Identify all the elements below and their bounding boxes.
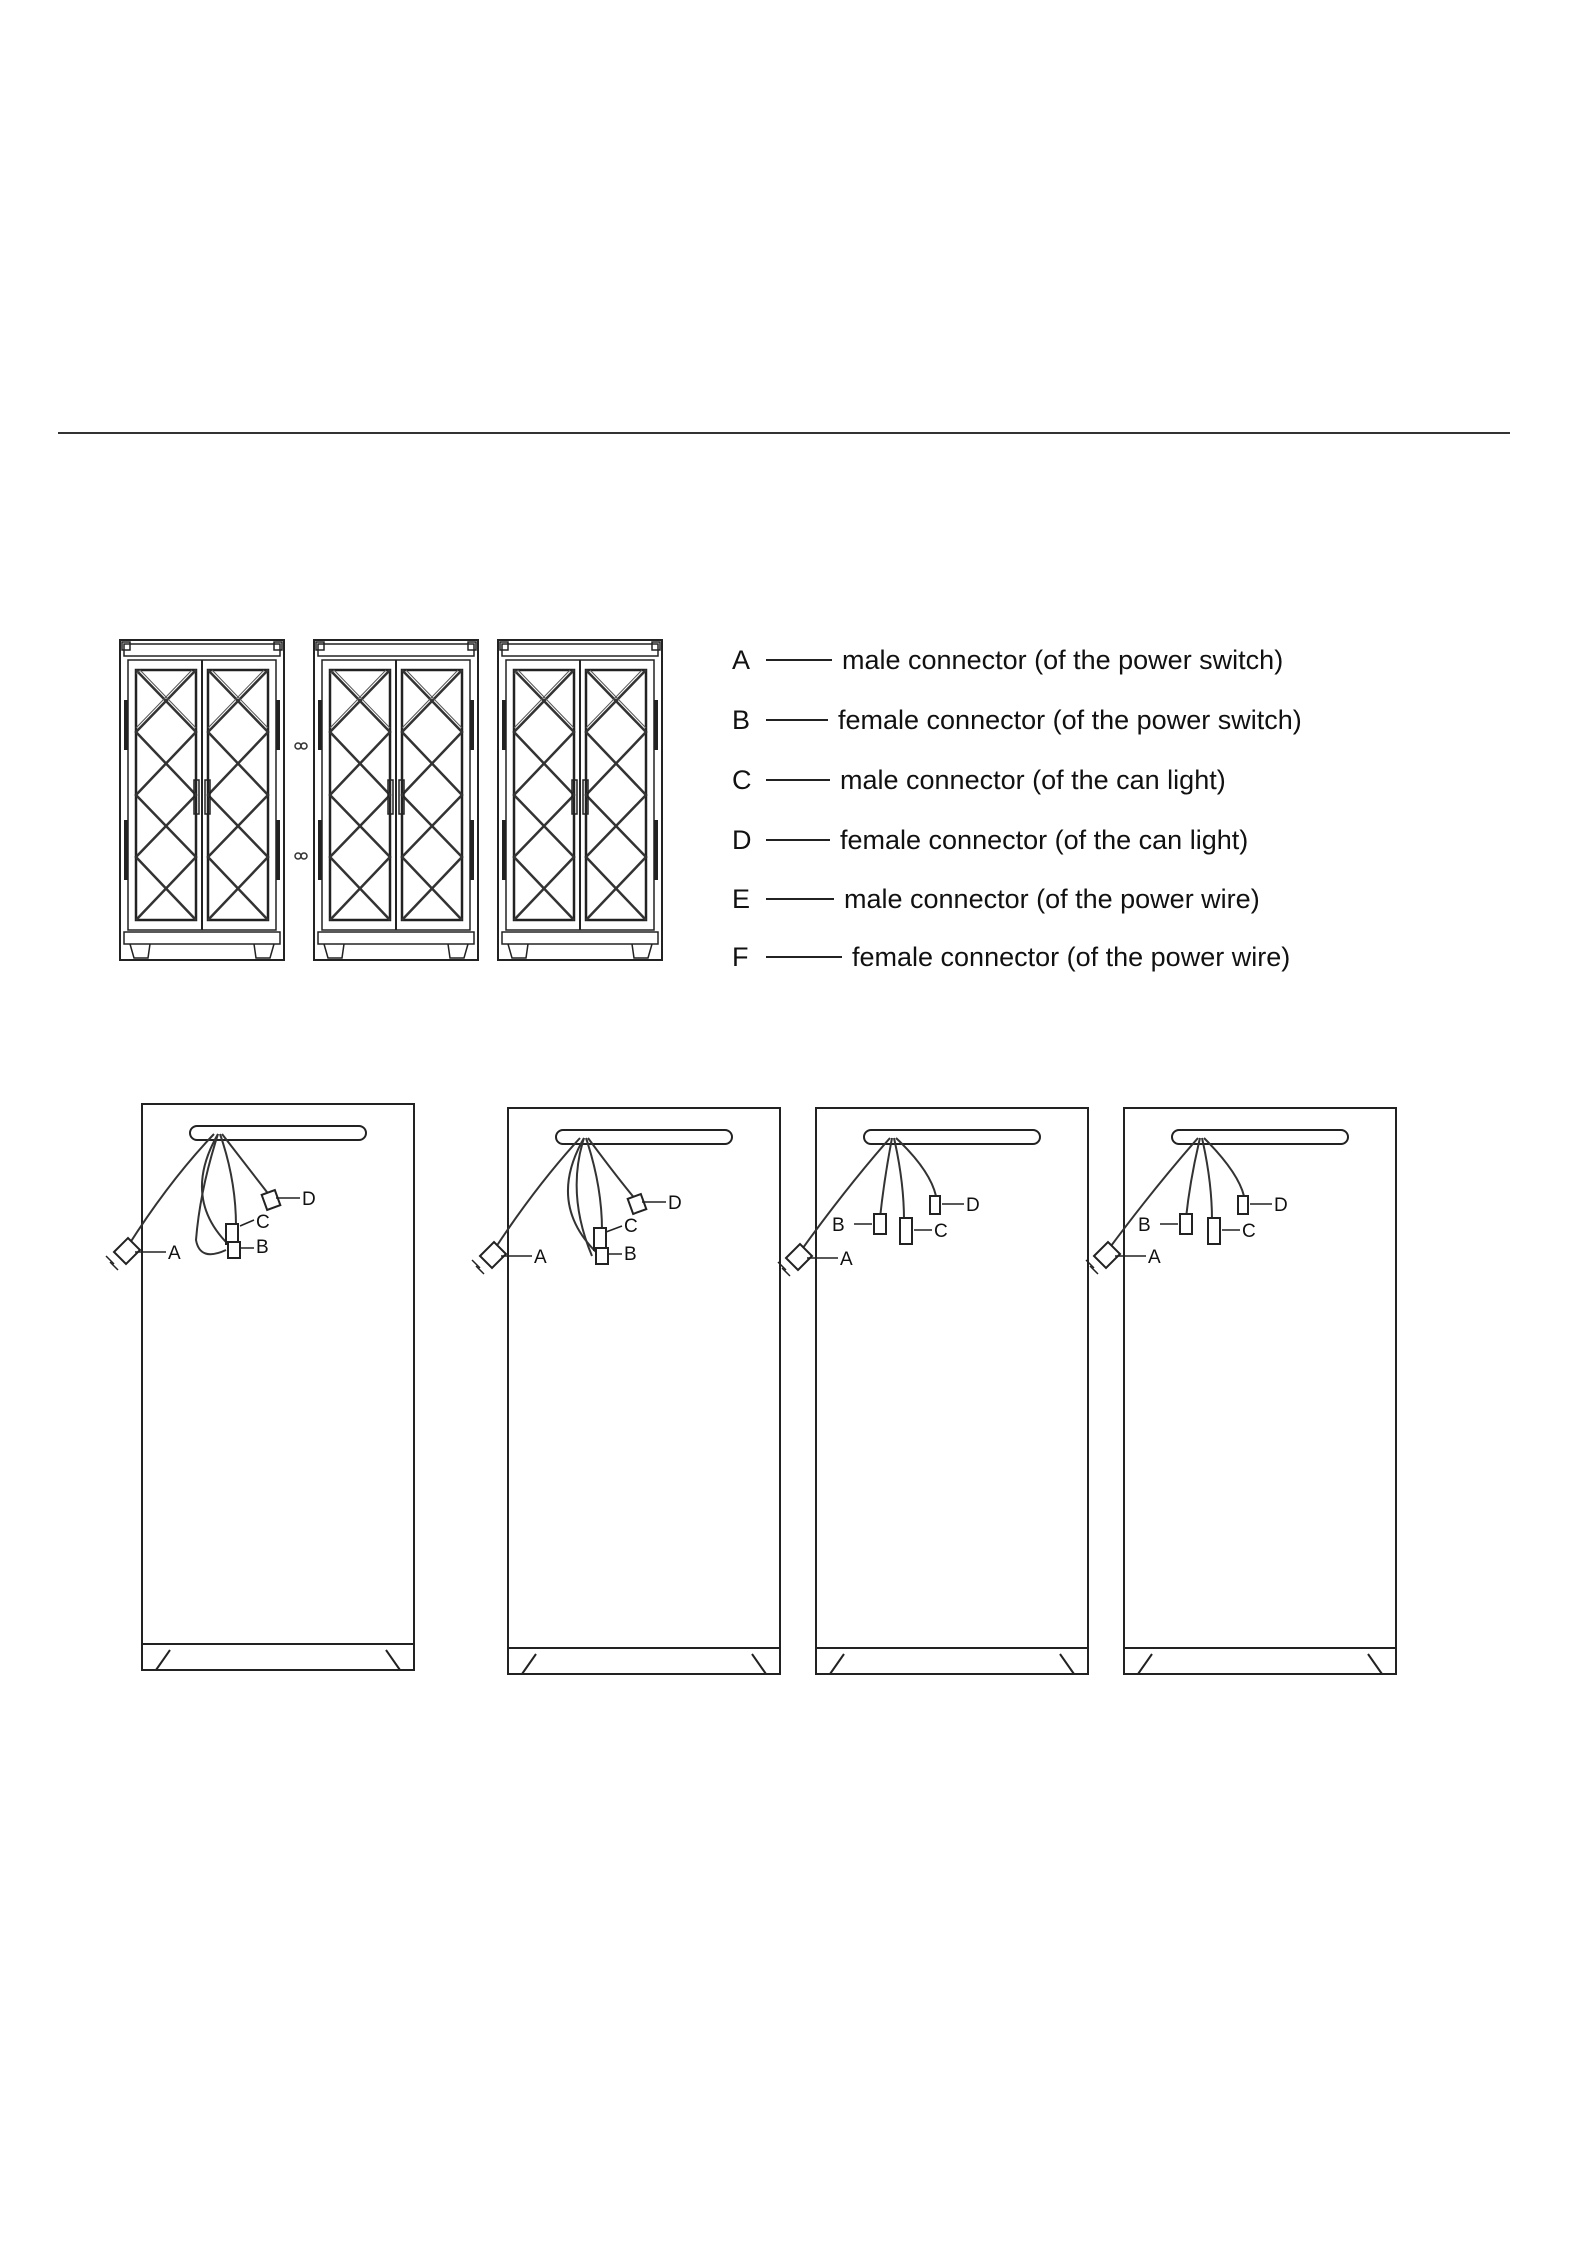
callout-b: B (624, 1244, 637, 1265)
connector-hint-marks (295, 743, 307, 859)
cabinet-front-view-1 (120, 640, 284, 960)
callout-a: A (1148, 1247, 1161, 1268)
legend-letter: F (732, 941, 749, 972)
legend-text: male connector (of the power switch) (842, 644, 1284, 675)
legend-text: male connector (of the can light) (840, 764, 1226, 795)
callout-d: D (302, 1189, 316, 1210)
cabinet-front-view-3 (498, 640, 662, 960)
callout-a: A (534, 1247, 547, 1268)
legend-text: female connector (of the power switch) (838, 704, 1302, 735)
cabinet-back-view-3 (778, 1108, 1088, 1674)
cabinet-back-view-1 (106, 1104, 414, 1670)
cabinet-back-view-2 (472, 1108, 780, 1674)
cabinet-back-view-4 (1086, 1108, 1396, 1674)
callout-c: C (256, 1212, 270, 1233)
legend-letter: A (732, 644, 751, 675)
legend-text: female connector (of the power wire) (852, 941, 1291, 972)
callout-c: C (1242, 1221, 1256, 1242)
callout-b: B (256, 1237, 269, 1258)
callout-d: D (966, 1195, 980, 1216)
legend-letter: D (732, 824, 752, 855)
legend-text: male connector (of the power wire) (844, 883, 1260, 914)
callout-d: D (1274, 1195, 1288, 1216)
callout-d: D (668, 1193, 682, 1214)
callout-b: B (1138, 1215, 1151, 1236)
legend-text: female connector (of the can light) (840, 824, 1249, 855)
callout-b: B (832, 1215, 845, 1236)
callout-c: C (624, 1216, 638, 1237)
legend-letter: C (732, 764, 752, 795)
legend-letter: E (732, 883, 751, 914)
legend-letter: B (732, 704, 751, 735)
callout-c: C (934, 1221, 948, 1242)
cabinet-front-view-2 (314, 640, 478, 960)
callout-a: A (168, 1243, 181, 1264)
callout-a: A (840, 1249, 853, 1270)
